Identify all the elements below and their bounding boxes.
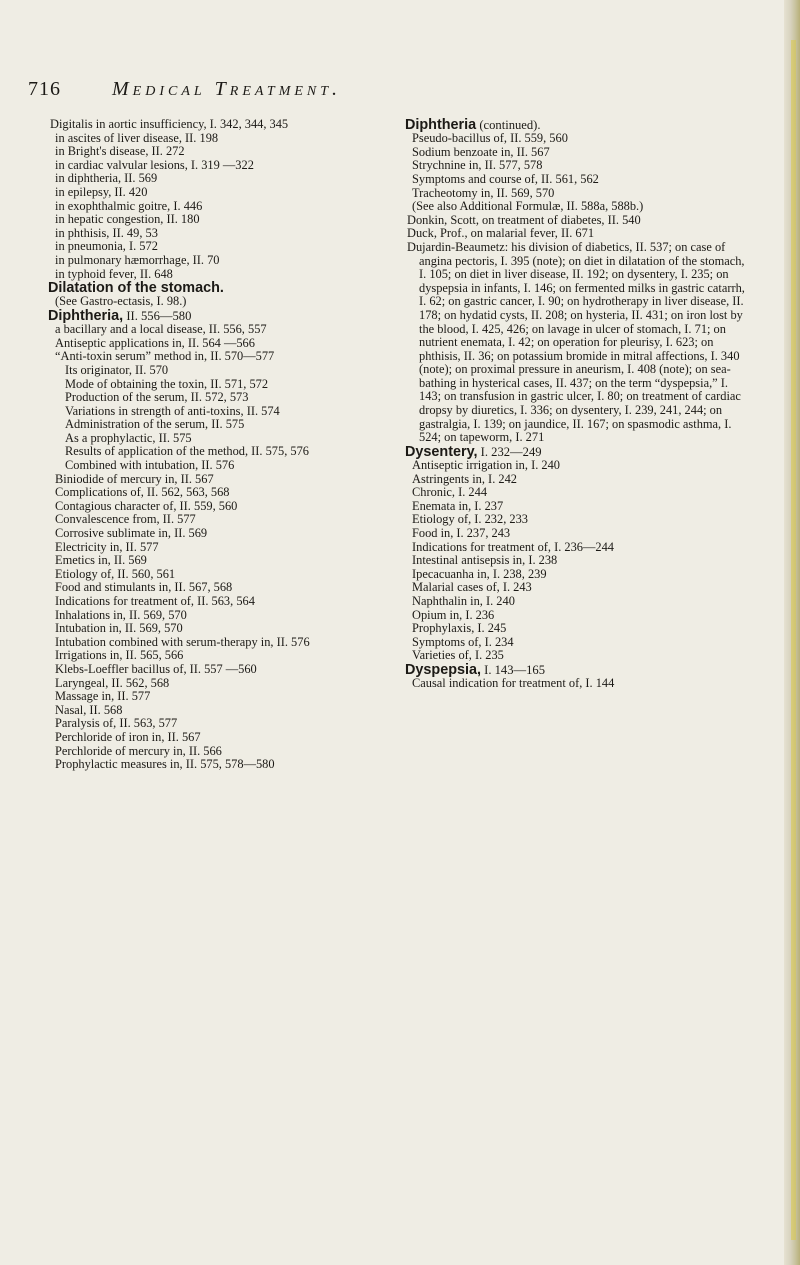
index-entry: Chronic, I. 244 (412, 485, 488, 500)
index-heading (405, 663, 745, 677)
index-entry: Food and stimulants in, II. 567, 568 (55, 580, 233, 595)
index-headword: Dilatation of the stomach. (48, 280, 224, 297)
index-entry: Dujardin-Beaumetz: his division of diabetics, II. 537; on case of angina pectoris, I. 395 (note); on diet in dilatation of the stomach, I. 105; on diet in liver disease, II. 192; on dysentery, I. 235; on dyspepsia in infants, I. 146; on fermented milks in gastric catarrh, I. 62; on gastric cancer, I. 90; on hydrotherapy in liver disease, II. 178; on hydatid cysts, II. 208; on hysteria, II. 431; on iron lost by the blood, I. 425, 426; on lavage in ulcer of stomach, I. 71; on nutrient enemata, I. 42; on operation for pleurisy, I. 623; on phthisis, II. 36; on potassium bromide in mitral affections, I. 340 (note); on proximal pressure in aneurism, I. 408 (note); on sea-bathing in hysterical cases, II. 437; on the term “dyspepsia,” I. 143; on transfusion in gastric ulcer, I. 80; on treatment of cardiac dropsy by diuretics, I. 336; on dysentery, I. 239, 241, 244; on gastralgia, I. 139; on jaundice, II. 167; on spasmodic asthma, I. 524; on tapeworm, I. 271 (407, 239, 745, 445)
index-entry: in ascites of liver disease, II. 198 (55, 130, 219, 145)
index-entry: Nasal, II. 568 (55, 702, 123, 717)
index-entry: Corrosive sublimate in, II. 569 (55, 526, 208, 541)
index-entry: in exophthalmic goitre, I. 446 (55, 198, 203, 213)
index-entry: a bacillary and a local disease, II. 556, 557 (55, 322, 267, 337)
index-entry: in cardiac valvular lesions, I. 319 —322 (55, 157, 254, 172)
index-entry: in epilepsy, II. 420 (55, 184, 148, 199)
index-entry: Enemata in, I. 237 (412, 498, 504, 513)
page-edge-stain (791, 40, 796, 1240)
index-entry: in pneumonia, I. 572 (55, 239, 158, 254)
index-entry: Emetics in, II. 569 (55, 553, 147, 568)
index-entry: Etiology of, II. 560, 561 (55, 566, 176, 581)
index-entry: Variations in strength of anti-toxins, II. 574 (65, 403, 280, 418)
index-heading (48, 309, 384, 323)
index-entry: Ipecacuanha in, I. 238, 239 (412, 566, 547, 581)
index-entry: Complications of, II. 562, 563, 568 (55, 485, 230, 500)
index-headword: Dysentery, (405, 443, 478, 460)
index-entry: Intubation in, II. 569, 570 (55, 621, 183, 636)
running-header (28, 74, 748, 104)
running-title: Medical Treatment. (112, 78, 342, 100)
index-entry: Indications for treatment of, II. 563, 564 (55, 594, 255, 608)
index-entry: Causal indication for treatment of, I. 144 (412, 676, 615, 691)
index-entry: Duck, Prof., on malarial fever, II. 671 (407, 226, 595, 241)
index-entry: Prophylaxis, I. 245 (412, 621, 507, 636)
index-column-right (405, 118, 745, 691)
index-entry: in typhoid fever, II. 648 (55, 266, 173, 281)
index-entry: Mode of obtaining the toxin, II. 571, 572 (65, 376, 269, 391)
index-heading (405, 118, 745, 132)
index-entry: Prophylactic measures in, II. 575, 578—580 (55, 757, 275, 772)
index-entry: “Anti-toxin serum” method in, II. 570—577 (55, 349, 275, 364)
index-entry: Sodium benzoate in, II. 567 (412, 144, 550, 159)
index-entry: Symptoms of, I. 234 (412, 634, 514, 649)
index-column-left (48, 118, 384, 772)
index-entry: Naphthalin in, I. 240 (412, 594, 515, 608)
index-entry: Biniodide of mercury in, II. 567 (55, 471, 214, 486)
index-entry: Laryngeal, II. 562, 568 (55, 675, 170, 690)
index-entry: Production of the serum, II. 572, 573 (65, 390, 249, 405)
index-entry: Symptoms and course of, II. 561, 562 (412, 171, 599, 186)
index-entry: Paralysis of, II. 563, 577 (55, 716, 178, 731)
index-entry: Klebs-Loeffler bacillus of, II. 557 —560 (55, 661, 257, 676)
index-entry: Perchloride of iron in, II. 567 (55, 729, 201, 744)
index-entry: Antiseptic irrigation in, I. 240 (412, 458, 560, 473)
index-entry: Administration of the serum, II. 575 (65, 417, 245, 432)
index-heading-refs: (continued). (476, 118, 541, 132)
index-entry: Digitalis in aortic insufficiency, I. 342, 344, 345 (50, 117, 289, 131)
index-heading (48, 281, 384, 295)
index-entry: Strychnine in, II. 577, 578 (412, 158, 543, 173)
index-entry: Tracheotomy in, II. 569, 570 (412, 185, 555, 200)
index-entry: Intestinal antisepsis in, I. 238 (412, 553, 558, 568)
index-entry: Irrigations in, II. 565, 566 (55, 648, 184, 663)
index-entry: (See Gastro-ectasis, I. 98.) (55, 294, 187, 309)
index-entry: Electricity in, II. 577 (55, 539, 159, 554)
index-entry: in phthisis, II. 49, 53 (55, 225, 158, 240)
page-number: 716 (28, 78, 61, 100)
index-entry: Combined with intubation, II. 576 (65, 458, 235, 473)
index-entry: As a prophylactic, II. 575 (65, 430, 192, 445)
index-entry: Perchloride of mercury in, II. 566 (55, 743, 222, 758)
index-entry: in hepatic congestion, II. 180 (55, 212, 200, 227)
index-heading-refs: I. 232—249 (477, 444, 542, 459)
index-entry: Etiology of, I. 232, 233 (412, 512, 528, 527)
index-entry: Massage in, II. 577 (55, 689, 151, 704)
index-headword: Diphtheria (405, 117, 477, 133)
index-heading (405, 445, 745, 459)
index-entry: Antiseptic applications in, II. 564 —566 (55, 335, 255, 350)
index-entry: in pulmonary hæmorrhage, II. 70 (55, 252, 220, 267)
index-headword: Dyspepsia, (405, 661, 481, 678)
index-entry: Contagious character of, II. 559, 560 (55, 498, 238, 513)
index-entry: Its originator, II. 570 (65, 362, 169, 377)
index-entry: Opium in, I. 236 (412, 607, 495, 622)
index-entry: in Bright's disease, II. 272 (55, 144, 185, 159)
index-entry: in diphtheria, II. 569 (55, 171, 158, 186)
index-entry: Astringents in, I. 242 (412, 471, 517, 486)
index-entry: Food in, I. 237, 243 (412, 526, 511, 541)
index-entry: Pseudo-bacillus of, II. 559, 560 (412, 131, 568, 146)
index-heading-refs: I. 143—165 (481, 662, 546, 677)
index-entry: Donkin, Scott, on treatment of diabetes, II. 540 (407, 212, 641, 227)
index-entry: Results of application of the method, II. 575, 576 (65, 444, 309, 459)
index-entry: Indications for treatment of, I. 236—244 (412, 539, 614, 554)
index-entry: Intubation combined with serum-therapy in, II. 576 (55, 634, 310, 649)
index-entry: Malarial cases of, I. 243 (412, 580, 532, 595)
page-edge (784, 0, 800, 1265)
index-entry: Inhalations in, II. 569, 570 (55, 607, 187, 622)
index-entry: Varieties of, I. 235 (412, 648, 504, 663)
index-entry: Convalescence from, II. 577 (55, 512, 196, 527)
index-entry: (See also Additional Formulæ, II. 588a, 588b.) (412, 199, 644, 214)
index-heading-refs: II. 556—580 (123, 308, 192, 323)
index-headword: Diphtheria, (48, 307, 124, 324)
